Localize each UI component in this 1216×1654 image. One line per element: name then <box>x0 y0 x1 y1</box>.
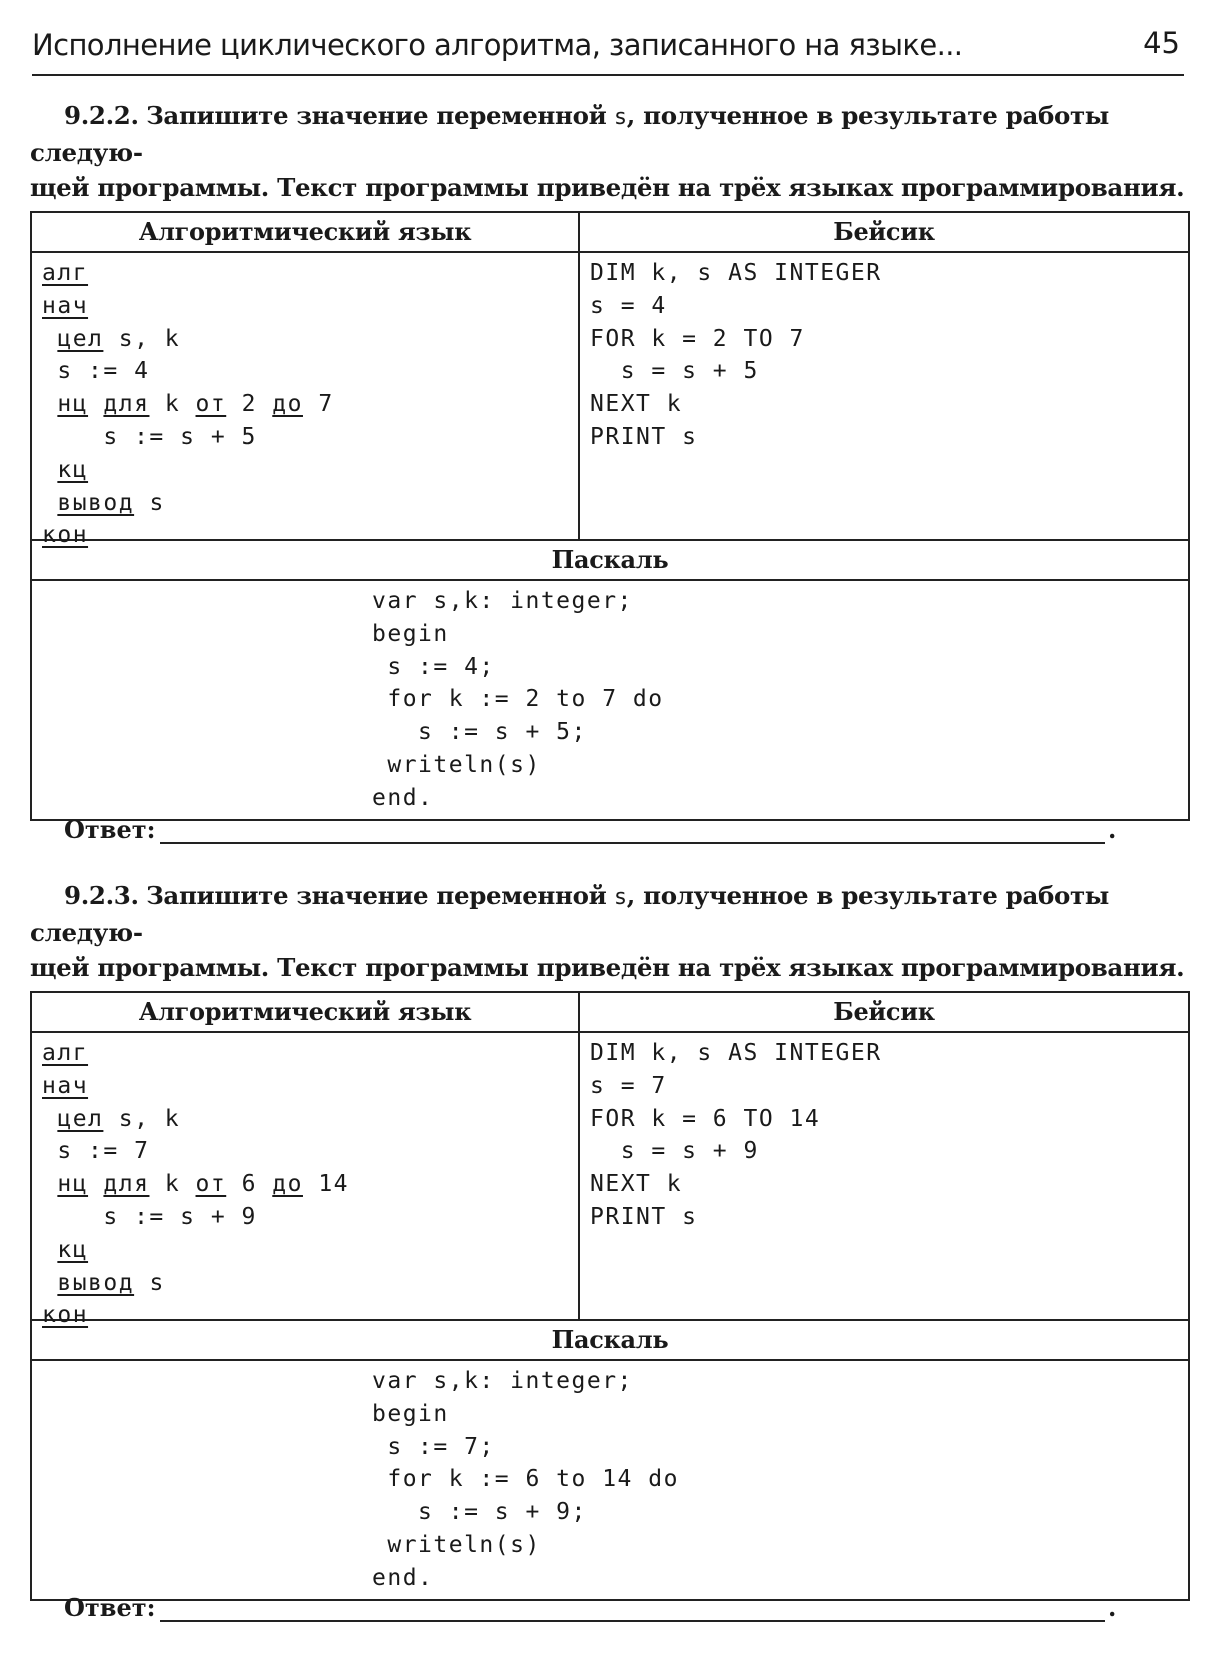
answer-end: . <box>1108 815 1117 844</box>
answer-field[interactable] <box>160 1619 1105 1622</box>
page-header <box>32 24 1184 76</box>
pascal-code-cell <box>31 1360 1189 1600</box>
basic-code-cell <box>579 1032 1189 1320</box>
pascal-code-cell <box>31 580 1189 820</box>
alg-code: алг нач цел s, k s := 4 нц для k от 2 до 7 s := s + 5 кц вывод s кон <box>42 260 334 549</box>
answer-field[interactable] <box>160 841 1105 844</box>
basic-code-cell <box>579 252 1189 540</box>
pascal-code: var s,k: integer; begin s := 4; for k := 2 to 7 do s := s + 5; writeln(s) end. <box>372 588 664 811</box>
alg-header: Алгоритмический язык <box>31 992 579 1032</box>
alg-code-cell <box>31 1032 579 1329</box>
alg-code: алг нач цел s, k s := 7 нц для k от 6 до 14 s := s + 9 кц вывод s кон <box>42 1040 350 1329</box>
basic-code: DIM k, s AS INTEGER s = 7 FOR k = 6 TO 14 s = s + 9 NEXT k PRINT s <box>590 1040 882 1230</box>
pascal-header: Паскаль <box>31 540 1189 580</box>
pascal-header: Паскаль <box>31 1320 1189 1360</box>
basic-code: DIM k, s AS INTEGER s = 4 FOR k = 2 TO 7 s = s + 5 NEXT k PRINT s <box>590 260 882 450</box>
alg-header: Алгоритмический язык <box>31 212 579 252</box>
problem-9-2-3 <box>30 878 1188 1601</box>
basic-header: Бейсик <box>579 212 1189 252</box>
code-table <box>30 211 1190 821</box>
answer-label: Ответ: <box>64 815 156 844</box>
problem-statement: 9.2.2. Запишите значение переменной s, полученное в результате работы следую- щей программы. Текст программы приведён на трёх языках программирования. <box>30 101 1185 202</box>
problem-statement: 9.2.3. Запишите значение переменной s, полученное в результате работы следую- щей программы. Текст программы приведён на трёх языках программирования. <box>30 881 1185 982</box>
answer-label: Ответ: <box>64 1593 156 1622</box>
basic-header: Бейсик <box>579 992 1189 1032</box>
code-table <box>30 991 1190 1601</box>
running-title: Исполнение циклического алгоритма, записанного на языке... <box>32 28 963 62</box>
answer-end: . <box>1108 1593 1117 1622</box>
pascal-code: var s,k: integer; begin s := 7; for k := 6 to 14 do s := s + 9; writeln(s) end. <box>372 1368 679 1591</box>
problem-9-2-2 <box>30 98 1188 821</box>
alg-code-cell <box>31 252 579 549</box>
page-number: 45 <box>1143 26 1180 60</box>
